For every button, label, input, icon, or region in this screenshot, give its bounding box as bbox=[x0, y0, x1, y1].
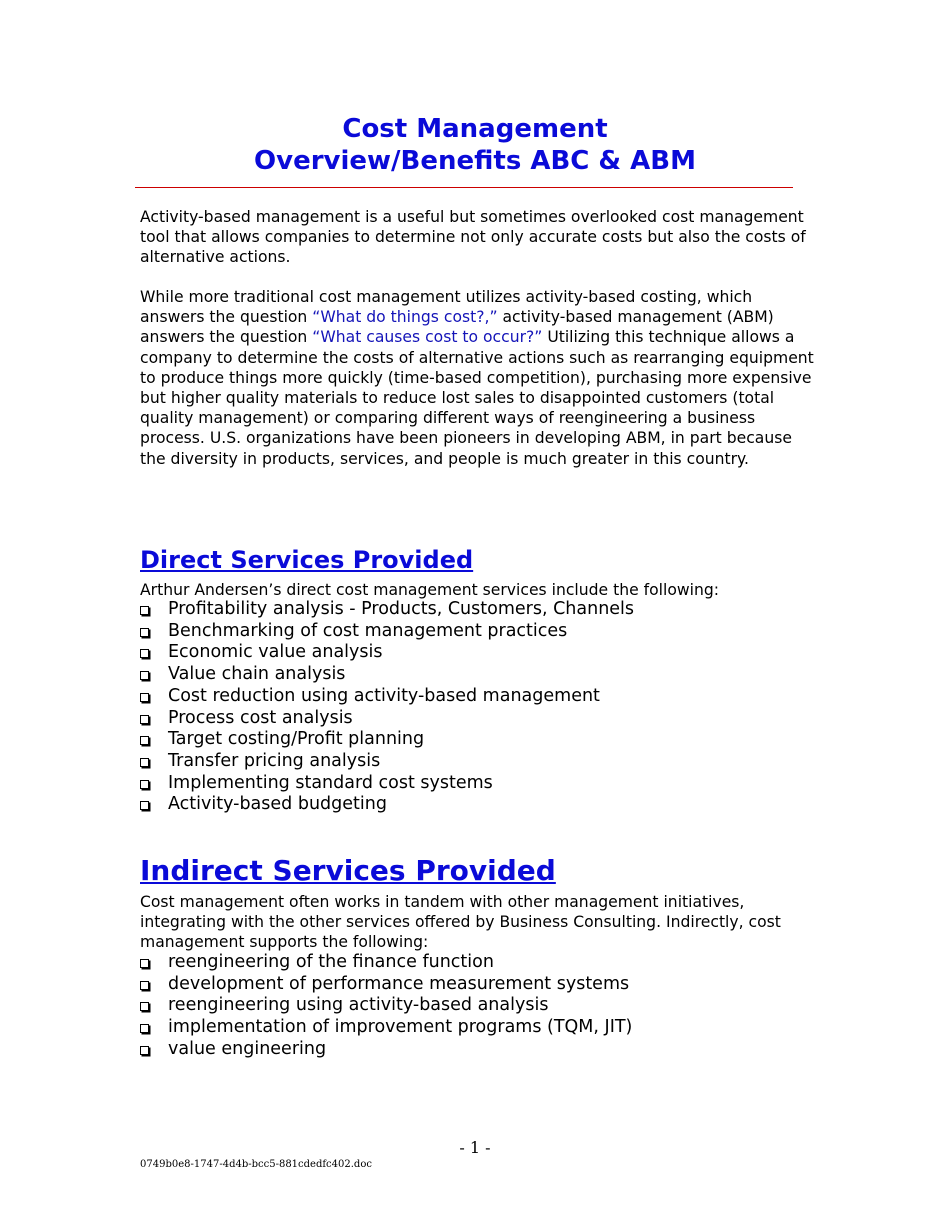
direct-services-list bbox=[140, 599, 634, 816]
list-item-label: Target costing/Profit planning bbox=[168, 729, 425, 750]
list-item-label: Activity-based budgeting bbox=[168, 794, 387, 815]
list-item-label: implementation of improvement programs (TQM, JIT) bbox=[168, 1017, 633, 1038]
checkbox-bullet-icon bbox=[140, 959, 149, 968]
checkbox-bullet-icon bbox=[140, 693, 149, 702]
quote-what-do-things-cost: “What do things cost?,” bbox=[312, 308, 498, 327]
intro-paragraph-1: Activity-based management is a useful but sometimes overlooked cost management tool that allows companies to determine not only accurate costs but also the costs of alternative actions. bbox=[140, 208, 806, 267]
list-item bbox=[140, 599, 634, 621]
list-item-label: value engineering bbox=[168, 1038, 327, 1059]
list-item bbox=[140, 773, 634, 795]
checkbox-bullet-icon bbox=[140, 758, 149, 767]
document-filename: 0749b0e8-1747-4d4b-bcc5-881cdedfc402.doc bbox=[140, 1159, 372, 1170]
list-item bbox=[140, 1017, 632, 1039]
checkbox-bullet-icon bbox=[140, 801, 149, 810]
indirect-services-heading: Indirect Services Provided bbox=[140, 854, 556, 887]
quote-what-causes-cost: “What causes cost to occur?” bbox=[312, 328, 543, 347]
paragraph-2-text-1: While more traditional cost management utilizes activity-based costing, which answers the question bbox=[140, 288, 753, 327]
checkbox-bullet-icon bbox=[140, 649, 149, 658]
checkbox-bullet-icon bbox=[140, 1046, 149, 1055]
list-item bbox=[140, 1039, 632, 1061]
list-item-label: Process cost analysis bbox=[168, 707, 353, 728]
paragraph-2-text-3: Utilizing this technique allows a company to determine the costs of alternative actions such as rearranging equipment to produce things more quickly (time-based competition), purchasing more expensive but higher quality materials to reduce lost sales to disappointed customers (total quality management) or comparing different ways of reengineering a business process. U.S. organizations have been pioneers in developing ABM, in part because the diversity in products, services, and people is much greater in this country. bbox=[140, 328, 814, 468]
paragraph-2-text-2: activity-based management (ABM) answers the question bbox=[140, 308, 774, 347]
checkbox-bullet-icon bbox=[140, 671, 149, 680]
list-item-label: Economic value analysis bbox=[168, 642, 383, 663]
list-item-label: Benchmarking of cost management practices bbox=[168, 620, 568, 641]
page-number: - 1 - bbox=[459, 1138, 491, 1157]
list-item-label: Profitability analysis - Products, Customers, Channels bbox=[168, 599, 635, 619]
checkbox-bullet-icon bbox=[140, 1024, 149, 1033]
list-item-label: reengineering using activity-based analysis bbox=[168, 995, 549, 1016]
checkbox-bullet-icon bbox=[140, 715, 149, 724]
checkbox-bullet-icon bbox=[140, 606, 149, 615]
title-line-1: Cost Management bbox=[342, 114, 608, 144]
list-item-label: development of performance measurement systems bbox=[168, 973, 630, 994]
title-line-2: Overview/Benefits ABC & ABM bbox=[254, 146, 696, 176]
list-item bbox=[140, 794, 634, 816]
checkbox-bullet-icon bbox=[140, 981, 149, 990]
checkbox-bullet-icon bbox=[140, 1002, 149, 1011]
checkbox-bullet-icon bbox=[140, 628, 149, 637]
direct-services-intro: Arthur Andersen’s direct cost management services include the following: bbox=[140, 581, 719, 599]
intro-paragraph-2 bbox=[140, 287, 820, 469]
list-item bbox=[140, 664, 634, 686]
list-item bbox=[140, 729, 634, 751]
title-divider bbox=[135, 187, 793, 188]
list-item-label: Transfer pricing analysis bbox=[168, 750, 381, 771]
list-item bbox=[140, 621, 634, 643]
list-item-label: Cost reduction using activity-based management bbox=[168, 685, 600, 706]
indirect-services-list bbox=[140, 952, 632, 1061]
list-item-label: Implementing standard cost systems bbox=[168, 772, 493, 793]
list-item bbox=[140, 642, 634, 664]
list-item bbox=[140, 751, 634, 773]
list-item-label: Value chain analysis bbox=[168, 664, 346, 685]
checkbox-bullet-icon bbox=[140, 780, 149, 789]
direct-services-heading: Direct Services Provided bbox=[140, 546, 474, 574]
checkbox-bullet-icon bbox=[140, 736, 149, 745]
list-item bbox=[140, 974, 632, 996]
indirect-services-intro: Cost management often works in tandem with other management initiatives, integrating with the other services offered by Business Consulting. Indirectly, cost management supports the following: bbox=[140, 893, 781, 952]
list-item bbox=[140, 952, 632, 974]
list-item bbox=[140, 708, 634, 730]
list-item-label: reengineering of the finance function bbox=[168, 952, 494, 972]
list-item bbox=[140, 995, 632, 1017]
list-item bbox=[140, 686, 634, 708]
